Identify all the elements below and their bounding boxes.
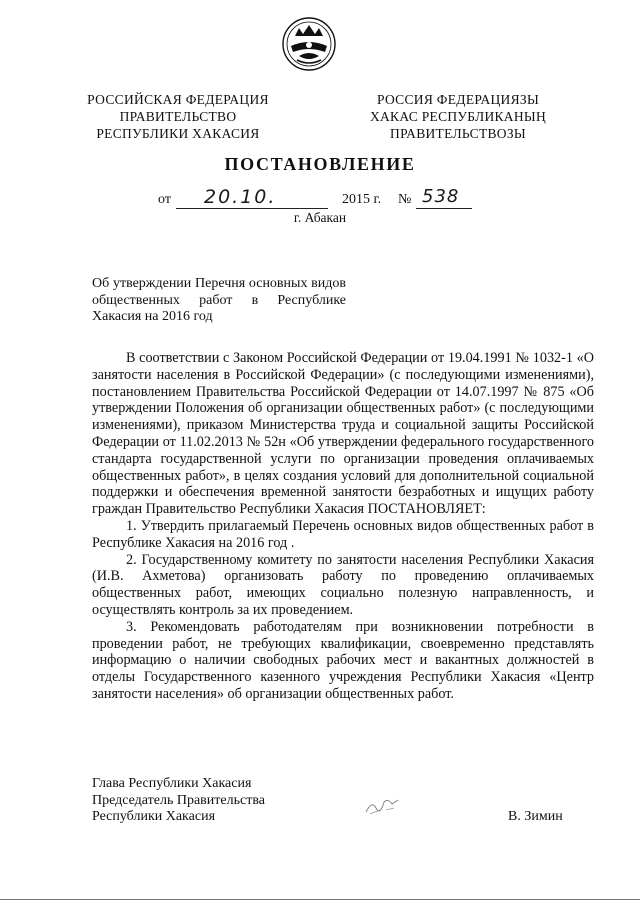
header-left-line: РОССИЙСКАЯ ФЕДЕРАЦИЯ: [87, 92, 269, 107]
header-right-line: РОССИЯ ФЕДЕРАЦИЯЗЫ: [376, 92, 540, 107]
signatory-name: В. Зимин: [508, 809, 563, 824]
header-left-line: ПРАВИТЕЛЬСТВО: [119, 109, 237, 124]
body-paragraph: 3. Рекомендовать работодателям при возникновении потребности в проведении работ, не требующих квалификации, своевременно представлять информацию о наличии свободных рабочих мест и вакантных должностей в отделы Государственного казенного учреждения Республики Хакасия «Центр занятости населения» об организации общественных работ.: [92, 618, 594, 702]
body-paragraph: 1. Утвердить прилагаемый Перечень основных видов общественных работ в Республике Хакасия на 2016 год .: [92, 517, 594, 551]
number-underline: [416, 208, 472, 209]
year-label: 2015 г.: [342, 192, 382, 207]
date-underline: [176, 208, 328, 209]
signature-line: Глава Республики Хакасия: [92, 776, 252, 791]
coat-of-arms-emblem: [281, 16, 337, 72]
from-label: от: [158, 192, 171, 207]
header-right-line: ПРАВИТЕЛЬСТВОЗЫ: [390, 126, 526, 141]
document-title: ПОСТАНОВЛЕНИЕ: [224, 154, 416, 174]
body-paragraph: 2. Государственному комитету по занятости населения Республики Хакасия (И.В. Ахметова) организовать работу по проведению оплачиваемых общественных работ, имеющих социально полезную направленность, и осуществлять контроль за их проведением.: [92, 551, 594, 618]
handwritten-signature: [362, 792, 402, 818]
number-label: №: [398, 192, 412, 207]
handwritten-date: 20.10.: [204, 186, 277, 208]
header-right-line: ХАКАС РЕСПУБЛИКАНЫҢ: [369, 109, 547, 124]
header-right: [358, 91, 558, 142]
signature-block: [92, 776, 265, 826]
document-body: [92, 350, 594, 703]
document-subject: Об утверждении Перечня основных видов общественных работ в Республике Хакасия на 2016 год: [92, 276, 346, 324]
header-left: [78, 91, 278, 142]
header-left-line: РЕСПУБЛИКИ ХАКАСИЯ: [96, 126, 260, 141]
page-bottom-edge: [0, 899, 640, 900]
signature-line: Председатель Правительства: [92, 792, 265, 808]
signature-line: Республики Хакасия: [92, 809, 216, 824]
city-label: г. Абакан: [293, 210, 347, 225]
handwritten-number: 538: [422, 186, 460, 207]
body-paragraph: В соответствии с Законом Российской Федерации от 19.04.1991 № 1032-1 «О занятости населения в Российской Федерации» (с последующими изменениями), постановлением Правительства Российской Федерации от 14.07.1997 № 875 «Об утверждении Положения об организации общественных работ» (с последующими изменениями), приказом Министерства труда и социальной защиты Российской Федерации от 11.02.2013 № 52н «Об утверждении федерального государственного стандарта государственной услуги по организации проведения оплачиваемых общественных работ», в целях создания условий для дополнительной социальной поддержки и обеспечения временной занятости безработных и ищущих работу граждан Правительство Республики Хакасия ПОСТАНОВЛЯЕТ:: [92, 350, 594, 518]
